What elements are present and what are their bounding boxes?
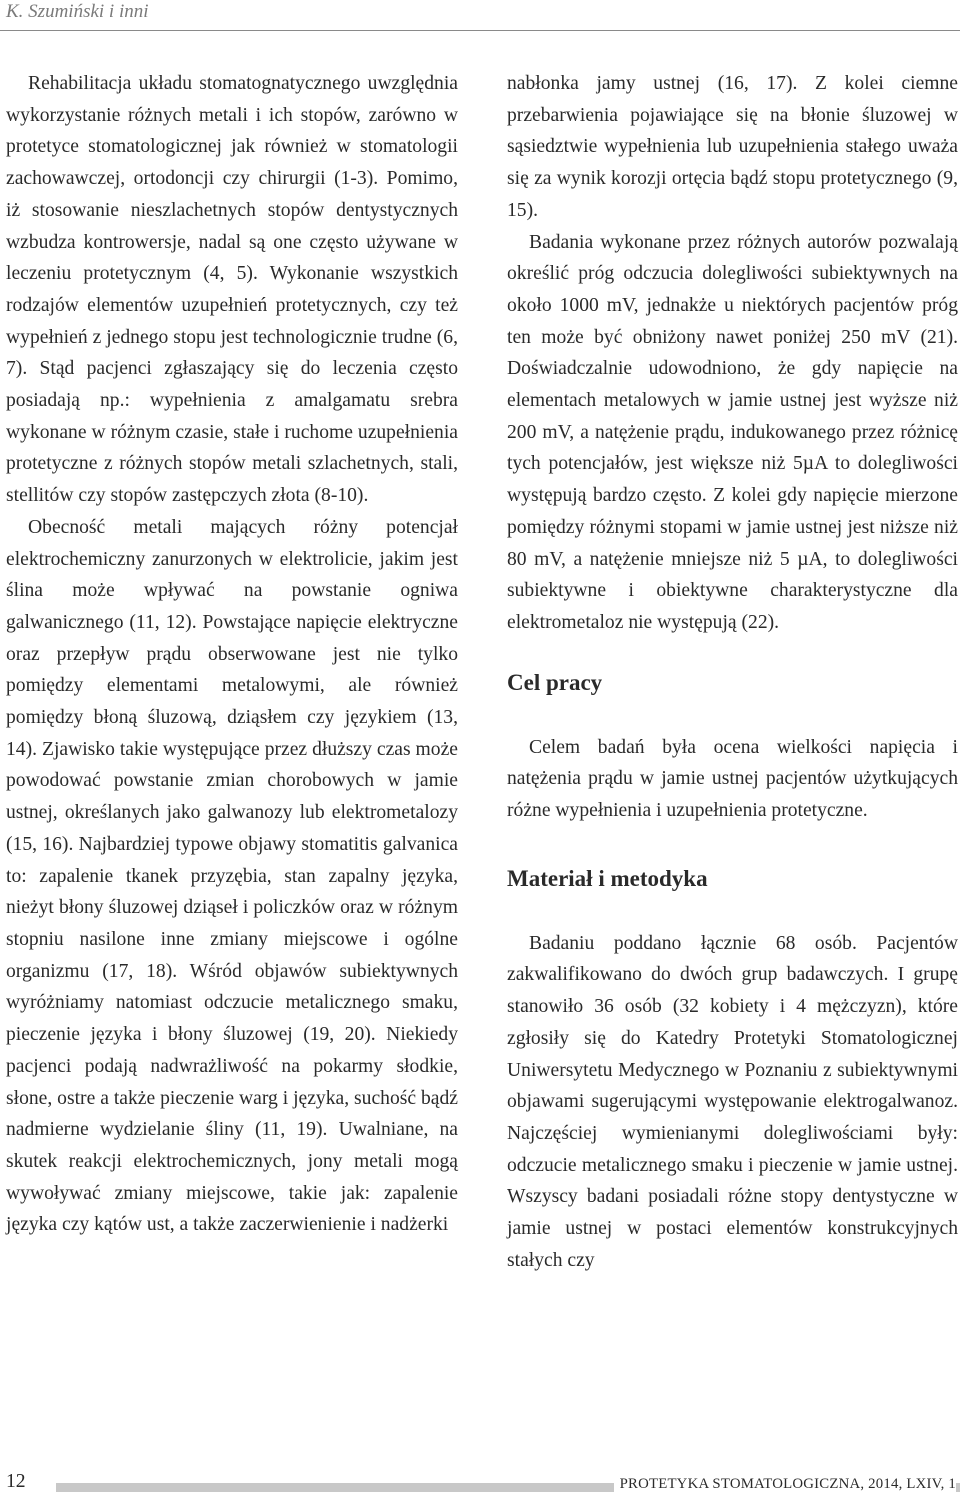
page-number: 12 (6, 1471, 26, 1492)
header-rule (0, 30, 960, 31)
paragraph: Rehabilitacja układu stomatognatycznego uwzględnia wykorzystanie różnych metali i ich stopów, zarówno w protetyce stomatologicznej jak również w stomatologii zachowawczej, ortodoncji czy chirurgii (1-3). Pomimo, iż stosowanie nieszlachetnych stopów dentystycznych wzbudza kontrowersje, nadal są one często używane w leczeniu protetycznym (4, 5). Wykonanie wszystkich rodzajów elementów uzupełnień protetycznych, czy też wypełnień z jednego stopu jest technologicznie trudne (6, 7). Stąd pacjenci zgłaszający się do leczenia często posiadają np.: wypełnienia z amalgamatu srebra wykonane w różnym czasie, stałe i ruchome uzupełnienia protetyczne z różnych stopów metali szlachetnych, stali, stellitów czy stopów zastępczych złota (8-10). (6, 73, 458, 507)
paragraph: Badaniu poddano łącznie 68 osób. Pacjentów zakwalifikowano do dwóch grup badawczych. I grupę stanowiło 36 osób (32 kobiety i 4 mężczyzn), które zgłosiły się do Katedry Protetyki Stomatologicznej Uniwersytetu Medycznego w Poznaniu z subiektywnymi objawami sugerującymi występowanie elektrogalwanoz. Najczęściej wymienianymi dolegliwościami były: odczucie metalicznego smaku i pieczenie w jamie ustnej. Wszyscy badani posiadali różne stopy dentystyczne w jamie ustnej w postaci elementów konstrukcyjnych stałych czy (507, 932, 958, 1271)
right-column (507, 68, 958, 1277)
running-head: K. Szumiński i inni (6, 1, 149, 22)
paragraph-continuation: nabłonka jamy ustnej (16, 17). Z kolei ciemne przebarwienia pojawiające się na błonie śluzowej w sąsiedztwie wypełnienia lub uzupełnienia stałego uważa się za wynik korozji ortęcia bądź stopu protetycznego (9, 15). (507, 73, 958, 221)
section-heading-material-i-metodyka: Materiał i metodyka (507, 865, 708, 891)
journal-footer: PROTETYKA STOMATOLOGICZNA, 2014, LXIV, 1 (614, 1474, 956, 1494)
left-column (6, 68, 458, 1241)
section-heading-cel-pracy: Cel pracy (507, 669, 603, 695)
paragraph: Obecność metali mających różny potencjał elektrochemiczny zanurzonych w elektrolicie, jakim jest ślina może wpływać na powstanie ogniwa galwanicznego (11, 12). Powstające napięcie elektryczne oraz przepływ prądu obserwowane jest nie tylko pomiędzy elementami metalowymi, ale również pomiędzy błoną śluzową, dziąsłem czy językiem (13, 14). Zjawisko takie występujące przez dłuższy czas może powodować powstanie zmian chorobowych w jamie ustnej, określanych jako galwanozy lub elektrometalozy (15, 16). Najbardziej typowe objawy stomatitis galvanica to: zapalenie tkanek przyzębia, stan zapalny języka, nieżyt błony śluzowej dziąseł i policzków oraz w różnym stopniu nasilone inne zmiany miejscowe i ogólne organizmu (17, 18). Wśród objawów subiektywnych wyróżniamy natomiast odczucie metalicznego smaku, pieczenie języka i błony śluzowej (19, 20). Niekiedy pacjenci podają nadwrażliwość na pokarmy słodkie, słone, ostre a także pieczenie warg i języka, suchość bądź nadmierne wydzielanie śliny (11, 19). Uwalniane, na skutek reakcji elektrochemicznych, jony metali mogą wywoływać zmiany miejscowe, takie jak: zapalenie języka czy kątów ust, a także zaczerwienienie i nadżerki (6, 516, 458, 1236)
paragraph: Celem badań była ocena wielkości napięcia i natężenia prądu w jamie ustnej pacjentów użytkujących różne wypełnienia i uzupełnienia protetyczne. (507, 736, 958, 822)
paragraph: Badania wykonane przez różnych autorów pozwalają określić próg odczucia dolegliwości subiektywnych na około 1000 mV, jednakże u niektórych pacjentów próg ten może być obniżony nawet poniżej 250 mV (21). Doświadczalnie udowodniono, że gdy napięcie na elementach metalowych w jamie ustnej jest wyższe niż 200 mV, a natężenie prądu, indukowanego przez różnicę tych potencjałów, jest większe niż 5µA to dolegliwości występują bardzo często. Z kolei gdy napięcie mierzone pomiędzy różnymi stopami w jamie ustnej jest niższe niż 80 mV, a natężenie mniejsze niż 5 µA, to dolegliwości subiektywne i obiektywne charakterystyczne dla elektrometaloz nie występują (22). (507, 231, 958, 633)
